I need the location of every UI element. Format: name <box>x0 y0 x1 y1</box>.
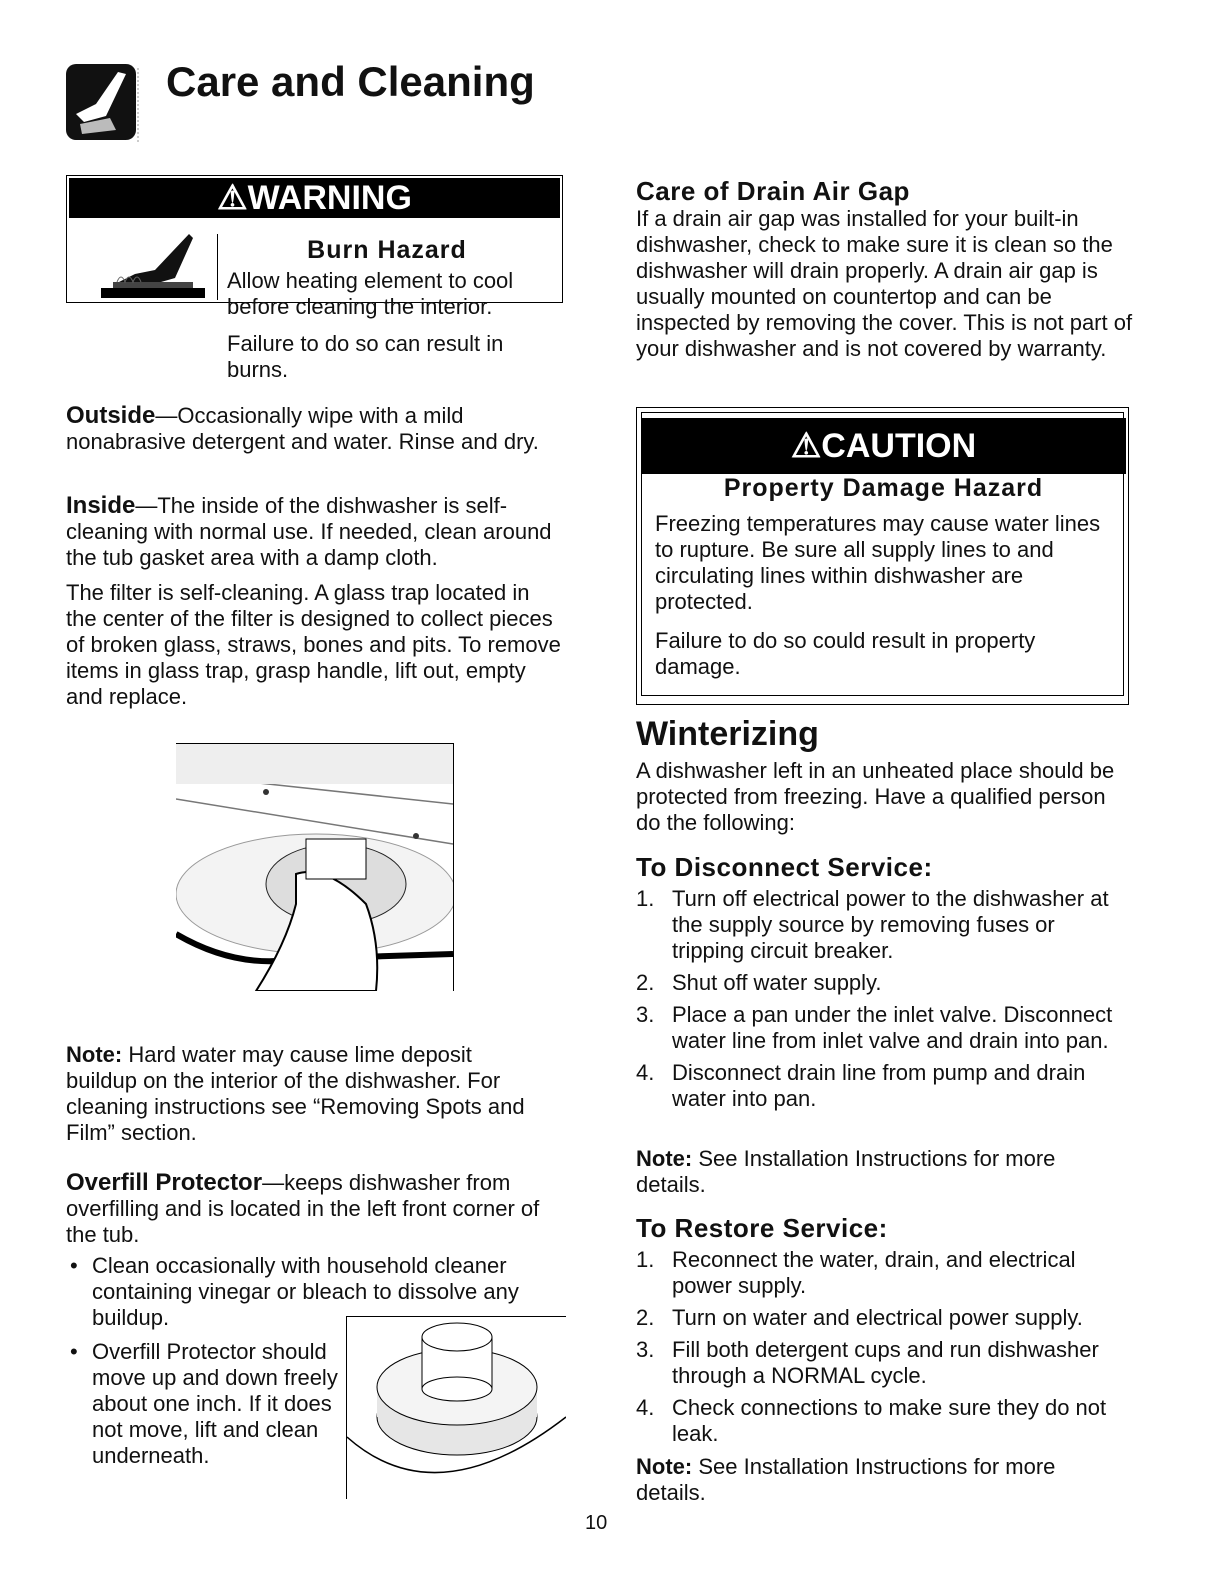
hard-water-note-text: Hard water may cause lime deposit buildup on the interior of the dishwasher. For cleaning instructions see “Removing Spots and Film” section. <box>66 1042 525 1145</box>
warning-triangle-icon: ⚠ <box>217 179 248 217</box>
bullet-symbol: • <box>70 1339 78 1364</box>
outside-lead: Outside <box>66 402 156 429</box>
step-text: Turn off electrical power to the dishwasher at the supply source by removing fuses or tripping circuit breaker. <box>672 886 1109 963</box>
caution-triangle-icon: ⚠ <box>790 427 822 465</box>
overfill-protector-illustration <box>346 1316 566 1499</box>
step-number: 3. <box>636 1337 655 1362</box>
restore-note <box>636 1454 1116 1506</box>
hard-water-note <box>66 1042 546 1146</box>
drain-air-gap-text: If a drain air gap was installed for your built-in dishwasher, check to make sure it is clean so the dishwasher will drain properly. A drain air gap is usually mounted on countertop and can be inspected by removing the cover. This is not part of your dishwasher and is not covered by warranty. <box>636 206 1133 361</box>
step-item <box>636 1060 1126 1112</box>
overfill-bullet-2 <box>66 1339 338 1469</box>
step-number: 2. <box>636 1305 655 1330</box>
inside-lead: Inside <box>66 492 136 519</box>
bullet-symbol: • <box>70 1253 78 1278</box>
disconnect-note-lead: Note: <box>636 1146 693 1171</box>
warning-divider <box>217 234 218 300</box>
warning-label: WARNING <box>247 179 412 217</box>
page-title: Care and Cleaning <box>166 58 535 105</box>
caution-label: CAUTION <box>821 427 977 465</box>
overfill-bullet-1-text: Clean occasionally with household cleaner containing vinegar or bleach to dissolve any buildup. <box>92 1253 519 1330</box>
caution-text-2: Failure to do so could result in property damage. <box>655 628 1036 679</box>
overfill-bullets-2 <box>66 1339 338 1475</box>
step-item <box>636 1337 1126 1389</box>
step-number: 2. <box>636 970 655 995</box>
caution-bar <box>641 418 1126 474</box>
restore-heading: To Restore Service: <box>636 1213 888 1243</box>
step-number: 4. <box>636 1395 655 1420</box>
step-text: Check connections to make sure they do not leak. <box>672 1395 1107 1446</box>
section-icon <box>66 64 142 144</box>
restore-note-lead: Note: <box>636 1454 693 1479</box>
outside-paragraph <box>66 403 556 455</box>
step-number: 1. <box>636 886 655 911</box>
inside-paragraph <box>66 493 556 571</box>
step-item <box>636 970 1126 996</box>
disconnect-heading: To Disconnect Service: <box>636 852 933 882</box>
winterizing-heading: Winterizing <box>636 715 819 753</box>
warning-heading: Burn Hazard <box>307 236 467 264</box>
warning-text-1: Allow heating element to cool before cleaning the interior. <box>227 268 514 319</box>
warning-bar <box>69 178 560 218</box>
step-text: Shut off water supply. <box>672 970 882 995</box>
winterizing-intro: A dishwasher left in an unheated place should be protected from freezing. Have a qualified person do the following: <box>636 758 1115 835</box>
step-item <box>636 1002 1126 1054</box>
overfill-paragraph <box>66 1170 556 1248</box>
burn-hand-icon <box>77 234 217 300</box>
step-item <box>636 1395 1126 1447</box>
step-number: 4. <box>636 1060 655 1085</box>
overfill-text: —keeps dishwasher from overfilling and is located in the left front corner of the tub. <box>66 1170 540 1247</box>
filter-paragraph: The filter is self-cleaning. A glass trap located in the center of the filter is designed to collect pieces of broken glass, straws, bones and pits. To remove items in glass trap, grasp handle, lift out, empty and replace. <box>66 580 561 709</box>
filter-illustration <box>176 743 454 991</box>
inside-text: —The inside of the dishwasher is self-cleaning with normal use. If needed, clean around the tub gasket area with a damp cloth. <box>66 493 552 570</box>
disconnect-note-text: See Installation Instructions for more details. <box>636 1146 1056 1197</box>
page-number: 10 <box>585 1512 608 1534</box>
step-item <box>636 886 1126 964</box>
step-text: Place a pan under the inlet valve. Disconnect water line from inlet valve and drain into pan. <box>672 1002 1113 1053</box>
step-item <box>636 1247 1126 1299</box>
step-text: Turn on water and electrical power supply. <box>672 1305 1083 1330</box>
warning-text-2: Failure to do so can result in burns. <box>227 331 504 382</box>
step-item <box>636 1305 1126 1331</box>
warning-box <box>66 175 563 382</box>
drain-air-gap-heading: Care of Drain Air Gap <box>636 176 910 206</box>
step-text: Disconnect drain line from pump and drain water into pan. <box>672 1060 1086 1111</box>
step-text: Reconnect the water, drain, and electrical power supply. <box>672 1247 1076 1298</box>
step-number: 3. <box>636 1002 655 1027</box>
overfill-bullet-2-text: Overfill Protector should move up and down freely about one inch. If it does not move, lift and clean underneath. <box>92 1339 338 1468</box>
disconnect-steps <box>636 886 1126 1118</box>
restore-steps <box>636 1247 1126 1453</box>
disconnect-note <box>636 1146 1116 1198</box>
outside-text: —Occasionally wipe with a mild nonabrasive detergent and water. Rinse and dry. <box>66 403 539 454</box>
overfill-lead: Overfill Protector <box>66 1169 263 1196</box>
step-number: 1. <box>636 1247 655 1272</box>
hard-water-note-lead: Note: <box>66 1042 123 1067</box>
caution-text-1: Freezing temperatures may cause water lines to rupture. Be sure all supply lines to and circulating lines within dishwasher are protected. <box>655 511 1101 614</box>
restore-note-text: See Installation Instructions for more details. <box>636 1454 1056 1505</box>
step-text: Fill both detergent cups and run dishwasher through a NORMAL cycle. <box>672 1337 1099 1388</box>
caution-heading: Property Damage Hazard <box>723 474 1044 502</box>
caution-box <box>636 407 1129 705</box>
